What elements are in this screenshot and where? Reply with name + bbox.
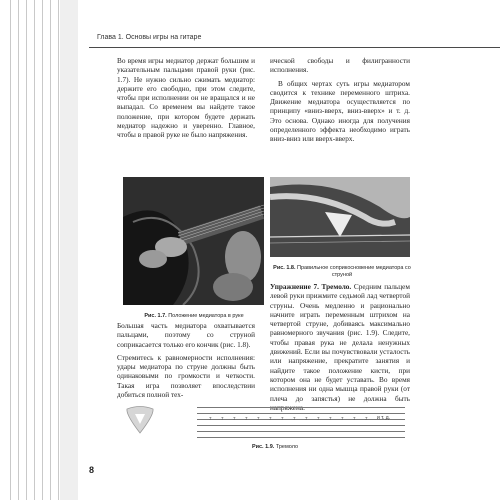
figure-1-9-tablature [119,401,413,439]
figure-number: Рис. 1.9. [251,444,275,450]
tab-fret-number: 7 [293,416,296,421]
tab-fret-number: 7 [269,416,272,421]
tab-staff-line [197,425,405,426]
paragraph: ической свободы и филигранности исполнения. [270,57,410,75]
figure-number: Рис. 1.8. [273,265,296,271]
tab-fret-number: 7 [365,416,368,421]
tab-fret-number: 7 [233,416,236,421]
exercise-heading: Упражнение 7. Тремоло. [270,283,352,291]
margin-lines [0,0,60,500]
tab-staff-line [197,419,405,420]
tab-fret-number: 7 [341,416,344,421]
tab-fret-number: 7 [209,416,212,421]
tab-staff-line [197,437,405,438]
caption-text: Правильное соприкосновение медиатора со струной [295,265,411,278]
caption-text: Тремоло [274,444,299,450]
paragraph [270,283,410,413]
etc-label: и т. д. [377,415,391,421]
tab-fret-number: 7 [281,416,284,421]
figure-1-7-photo [123,177,264,305]
tab-fret-number: 7 [257,416,260,421]
running-head [89,23,500,48]
figure-1-8-photo [270,177,410,257]
figure-1-7-caption [124,313,264,320]
tab-fret-number: 7 [329,416,332,421]
paragraph: Большая часть медиатора охватывается пальцами, поэтому со струной соприкасается только его кончик (рис. 1.8). [117,322,255,349]
pick-icon [123,405,157,435]
page-number: 8 [89,465,95,475]
paragraph: Во время игры медиатор держат большим и указательным пальцами правой руки (рис. 1.7). Не нужно сильно сжимать медиатор: держите его свободно, при этом следите, чтобы при исполнении он не вращался и не выпадал. Со временем вы найдете такое положение, при котором будете держать медиатор надежно и уверенно. Главное, чтобы в правой руке не было напряжения. [117,57,255,140]
figure-number: Рис. 1.7. [144,313,167,319]
tab-staff-line [197,407,405,408]
tab-staff-line [197,431,405,432]
tab-staff-line [197,413,405,414]
exercise-text: Средним пальцем левой руки прижмите седьмой лад четвертой струны. Очень медленно и рационально начните играть переменным штрихом на четвертой струне, добиваясь максимально равномерного звучания (рис. 1.9). Следите, чтобы правая рука не делала ненужных движений. Если вы почувствовали усталость или напряжение, прекратите занятия и найдите такое положение кисти, при котором она не будет уставать. Во время исполнения ни одна мышца правой руки (от плеча до запястья) не должна быть [270,283,410,403]
pick-on-string-photo [270,177,410,257]
figure-1-8-caption [272,265,412,279]
right-column-top [270,57,410,149]
tab-fret-number: 7 [221,416,224,421]
tab-fret-number: 7 [245,416,248,421]
guitar-hand-photo [123,177,264,305]
chapter-tab-strip [60,0,78,500]
exercise-block [270,283,410,417]
chapter-title: Глава 1. Основы игры на гитаре [97,34,202,41]
figure-1-9-caption [215,444,335,451]
tab-fret-number: 7 [353,416,356,421]
tab-fret-number: 7 [317,416,320,421]
left-column-bottom [117,322,255,404]
paragraph: В общих чертах суть игры медиатором сводится к технике переменного штриха. Движение медиатора осуществляется по принципу «вниз-вверх, вниз-вверх» и т. д. Это основа. Однако иногда для получения определенного эффекта необходимо играть вниз-вниз или вверх-вверх. [270,79,410,144]
paragraph: Стремитесь к равномерности исполнения: удары медиатора по струне должны быть одинаковыми по громкости и четкости. Такая игра позволяет впоследствии добиться полной тех- [117,353,255,400]
tab-fret-number: 7 [305,416,308,421]
caption-text: Положение медиатора в руке [166,313,244,319]
left-column-top [117,57,255,145]
